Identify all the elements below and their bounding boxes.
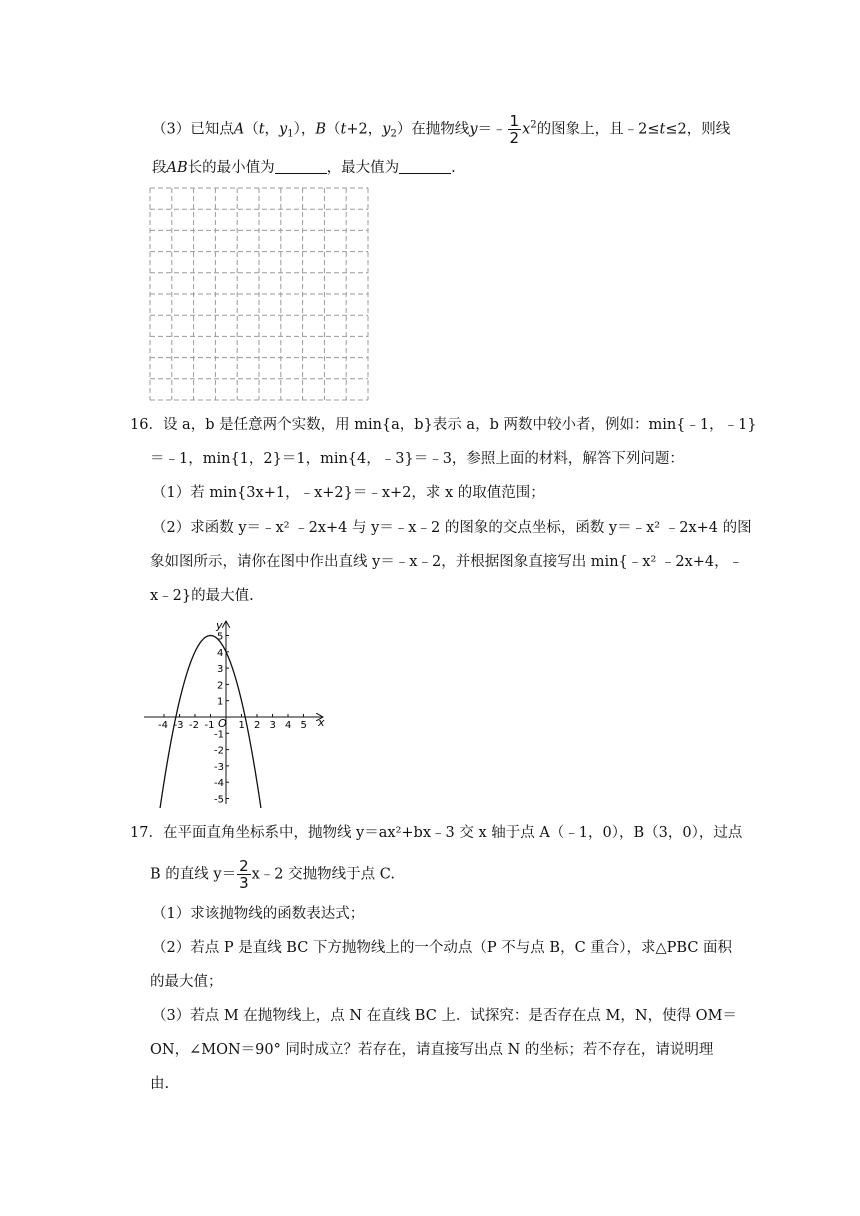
y-tick-label: 5 xyxy=(217,631,224,643)
q17-part3-line2: ON，∠MON＝90° 同时成立？若存在，请直接写出点 N 的坐标；若不存在，请说明理 xyxy=(150,1042,714,1058)
q17-line1: 17．在平面直角坐标系中，抛物线 y＝ax²+bx﹣3 交 x 轴于点 A（﹣1，0），B（3，0），过点 xyxy=(130,825,743,841)
dashed-grid xyxy=(148,186,370,402)
q16-part2-line1: （2）求函数 y＝﹣x² ﹣2x+4 与 y＝﹣x﹣2 的图象的交点坐标，函数 y＝﹣x² ﹣2x+4 的图 xyxy=(152,520,752,536)
y-axis-label: y xyxy=(216,619,223,632)
y-tick-label: -2 xyxy=(214,745,224,757)
x-tick-label: -2 xyxy=(189,720,199,731)
y-tick-label: -4 xyxy=(214,778,224,790)
q16-line2: ＝﹣1，min{1，2}＝1，min{4，﹣3}＝﹣3，参照上面的材料，解答下列问题： xyxy=(150,451,684,467)
y-tick-label: 2 xyxy=(217,680,224,692)
q17-part2-line2: 的最大值； xyxy=(150,974,223,990)
q16-number: 16． xyxy=(130,417,163,433)
q17-part2-line1: （2）若点 P 是直线 BC 下方抛物线上的一个动点（P 不与点 B，C 重合），求△PBC 面积 xyxy=(152,940,733,956)
q15-part3-line2: 段AB长的最小值为 ，最大值为 . xyxy=(152,160,456,176)
y-tick-label: -3 xyxy=(214,761,224,773)
q17-line2: B 的直线 y＝ $\frac{2}{3}$ x﹣2 交抛物线于点 C. xyxy=(150,857,395,892)
q16-part2-line3: x﹣2}的最大值. xyxy=(150,588,254,604)
q17-part3-line1: （3）若点 M 在抛物线上，点 N 在直线 BC 上．试探究：是否存在点 M，N，使得 OM＝ xyxy=(152,1008,737,1024)
y-tick-label: -1 xyxy=(214,729,224,741)
y-tick-label: 1 xyxy=(217,696,224,708)
x-tick-label: 2 xyxy=(254,720,261,731)
answer-blank-min[interactable] xyxy=(275,159,327,174)
q16-part1: （1）若 min{3x+1，﹣x+2}＝﹣x+2，求 x 的取值范围； xyxy=(152,485,545,501)
q16-part2-line2: 象如图所示，请你在图中作出直线 y＝﹣x﹣2，并根据图象直接写出 min{﹣x² ﹣2x+4，﹣ xyxy=(150,554,744,570)
y-tick-label: 4 xyxy=(217,647,224,659)
y-tick-label: 3 xyxy=(217,664,224,676)
x-tick-label: -1 xyxy=(204,720,215,731)
q15-part3-line1: （3）已知点A（t，$y_1$），B（t+2，$y_2$）在抛物线y＝﹣ $\frac{1}{2}$ $x^2$的图象上，且﹣2≤t≤2，则线 xyxy=(152,112,731,147)
answer-blank-max[interactable] xyxy=(399,159,451,174)
parabola-graph xyxy=(140,618,340,808)
x-tick-label: 4 xyxy=(285,720,292,731)
x-tick-label: 1 xyxy=(238,720,245,731)
fraction-one-half: $\frac{1}{2}$ xyxy=(509,112,520,147)
x-tick-label: -3 xyxy=(173,720,184,731)
q17-part3-line3: 由. xyxy=(150,1076,170,1092)
x-tick-label: 5 xyxy=(300,720,307,731)
y-tick-label: -5 xyxy=(214,794,224,806)
axis-ticks xyxy=(158,632,307,806)
fraction-two-thirds: $\frac{2}{3}$ xyxy=(239,857,249,892)
q17-number: 17． xyxy=(130,825,163,841)
q17-part1: （1）求该抛物线的函数表达式； xyxy=(152,906,365,922)
x-axis-label: x xyxy=(318,716,325,729)
q16-line1: 16．设 a，b 是任意两个实数，用 min{a，b}表示 a，b 两数中较小者，例如：min{﹣1，﹣1} xyxy=(130,417,757,433)
x-tick-label: -4 xyxy=(158,720,168,731)
origin-label: O xyxy=(218,717,227,730)
x-tick-label: 3 xyxy=(269,720,276,731)
